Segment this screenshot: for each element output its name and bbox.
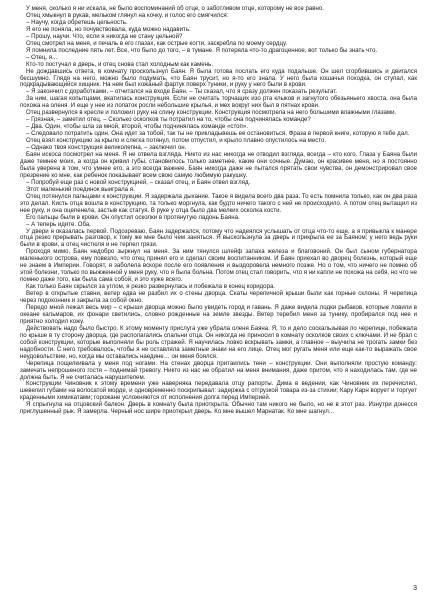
paragraph: Отец потянулся пальцами к конструкции. Я задержала дыхание. Такое я видела всего два раза. То есть помнила только, как он два раза это делал. Кисть отца вошла в конструкцию, та только моргнула, как будто ничего такого с ней не происходило. А потом отец вытащил из нее руку, и она оцепенела, застыв как статуя. В руке у отца было два мелких осколка кости. (20, 192, 417, 214)
paragraph: Отец смотрел на меня, и печаль в его глазах, как острые когти, заскребла по моему сердцу. (26, 39, 288, 47)
paragraph: Я спрыгнула на отцовский балкон. Дверь в комнату была приоткрыта. Обычно там никого не было, но не в этот раз. Изнутри донесся приглушенный рык. Я замерла. Черный нос шире приоткрыл дверь. Ко мне вышел Марнатак. Ко мне шагнул... (20, 401, 417, 416)
paragraph: Как только Баян скрылся за углом, я резко развернулась и побежала в конец коридора. (26, 283, 276, 291)
paragraph: Отец хмыкнул в рукав, мельком глянул на кочку, и голос его смягчился: (26, 11, 229, 19)
paragraph: Отец развернулся в кресле и положил руку на спину конструкции. Конструкция посмотрела на него большими влажными глазами. (26, 109, 397, 117)
page-number: 3 (413, 585, 417, 592)
paragraph: У меня, сколько я ни искала, не было воспоминаний об отце, о заботливом отце, которому не все равно. (26, 5, 324, 12)
paragraph: Передо мной лежал весь мир – с крыши дворца можно было увидеть город и гавань. Я даже видела лодки рыбаков, которые ловили в океане кальмаров, их фонари светились, словно рожденные на земле звезды. Ветер теребил меня за тунику, пробирался под нее и приятно холодил кожу. (20, 303, 417, 325)
paragraph: Баян искоса посмотрел на меня. Я не отвела взгляда. Никто из нас никогда не отводил взгляда, всегда – кто кого. Глаза у Баяна были даже темнее моих, а когда он кривил губы, становилось только заметнее, какие они сочные. Думаю, он красивее меня, но я постоянно была уверена в том, что умнее его, а это всегда важнее. Баян никогда даже не пытался прятать свои чувства, он демонстрировал свое презрение ко мне, как ребенок показывает всем свою самую любимую ракушку. (20, 151, 417, 179)
paragraph: – Следовало потратить один. Она идет за тобой, так ты не прикладывешь ее остановиться. Фраза в первой книге, которую я тебе дал. (26, 130, 410, 138)
paragraph: Действовать надо было быстро. К этому моменту прислуга уже убрала оленя Баяна. Я, то и дело соскальзывая по черепице, побежала по крыше в ту сторону дворца, где располагались спальни отца. Он никогда не приносил в комнату осколков своих с ключами. И не брал с собой конструкции, которые выполняли бы роль стражей. Я научилась ловко вскрывать замки, а главное – выучила не трогать замки без надобности. С него требовалось, чтобы я не оставляла заметные знаки на его лице. Отец мог ругать меня или еще как-то выражать свое неудовольствие, но, когда мы оставались наедине… он меня боялся. (20, 324, 417, 360)
paragraph: Его пальцы были в крови. Он опустил осколки в протянутую ладонь Баяна. (26, 213, 240, 221)
paragraph: – Грязная, – заметил отец. – Сколько осколков ты потратил на то, чтобы она подчинялась команде? (26, 116, 311, 124)
paragraph: Черепица пощелкивала у меня под ногами. На стенах дворца притаились тени – конструкции. Они выполняли простую команду: замечать непрошеного гостя – поднимай тревогу. Никто из нас не обратил на меня внимания, даже притом, что я находилась там, где не должна быть. Я не считалась нарушителем. (20, 359, 417, 381)
paragraph: – Однако твоя конструкция великолепна, – заключил он. (26, 144, 187, 152)
paragraph: – А теперь идите. Оба. (26, 220, 91, 228)
paragraph: Не дождавшись ответа, в комнату проскользнул Баян. Я была готова послать его куда подальше. Он шел сгорбившись и двигался бесшумно. Глядя на него, можно было подумать, что Баян трусит, но я-то его знала. У него была кошачья походка, он ступал, как подкрадывающийся хищник. На нем был кожаный фартук поверх туники, и руку у него были в крови. (20, 67, 417, 89)
paragraph: – Научу, когда обретешь цельность. (26, 18, 128, 26)
paragraph: Кто-то постучал в дверь, и отец снова стал холодным как камень. (26, 60, 213, 68)
paragraph: Этот маленький поединок выиграла я. (26, 185, 135, 193)
paragraph: – Два. Один, чтобы шла за мной, второй, чтобы подчинялась команде «стоп». (26, 123, 248, 131)
paragraph: Проходя мимо, Баян недобро зыркнул на меня. За ним тянулся шлейф запаха железа и благовоний. Он был сыном губернатора маленького острова, ему повезло, что отец принял его и сделал своим воспитанником. И Баян приехал во дворец болезнь, который еще не знаем в Империи. Говорят, я заболела вскоре после его появления и выздоровела немного позже. Но о том, что ничего не помню об этой болезни, только по выжженной у меня руку, что я была больна. Потом отец стал говорить, что я ни капли не похожа на себя, но что не помню даже того, как была сама собой, и это хуже всего. (20, 248, 417, 284)
paragraph: – Попробуй еще раз с новой конструкцией, – сказал отец, и Баян отвел взгляд. (26, 178, 251, 186)
paragraph: У двери я оказалась первой. Подозреваю, Баян задержался, потому что надеялся услышать от отца что-то еще, а я привыкла к манере отца резко прерывать разговор, к тому же мне было чем заняться. Я выскользнула за дверь и прикрыла ее за Баяном; у него ведь руки были в крови, а отец чистюля и не терпел грязи. (20, 227, 417, 249)
paragraph: Конструкции Чиновник к этому времени уже наверняка передавала отцу рапорты. Дима в ведении, как Чиновник их перечислял, шевелил губами на волосатой морде, и одновременно поскрипывал: задержка с отгрузкой товара из-за стихии; Кару Карн ворует и торгует краденными химикатами; горожане усложняются от исполнения долга перед Империей. (20, 380, 417, 402)
paragraph: – Я закончил с доработками, – отчитался на входе Баян. – Ты сказал, что я сразу должен показать результат. (26, 88, 338, 96)
paragraph: – Прошу, научи. Что, если я никогда не стану цельной? (26, 32, 183, 40)
paragraph: – Отец, я... (26, 53, 58, 61)
paragraph: Я его не поняла, но почувствовала, куда можно надавить: (26, 25, 191, 33)
paragraph: Я помнила последние пять лет. Все, что было до того, – в тумане. Я потеряла что-то драгоценное, вот только бы знать что. (26, 46, 378, 54)
paragraph: Отец взял конструкцию за крыло и слегка потянул, потом отпустил, и крыло плавно опустилось на место. (26, 137, 327, 145)
paragraph: Ветер в открытые ставни, ветер едва не разбил их о стены дворца. Скаты черепичной крыши были как горные склоны. Я черепица через подоконник и закрыла за собой окно. (20, 290, 417, 305)
paragraph: За ним, шагая копытцами, вкатилась конструкция. Если не считать торчащих изо рта клыков и загнутого обезьяньего хвоста, она была похожа на оленя. И еще у нее из лопаток росли небольшие крылья, и мех вокруг них был в пятнах крови. (20, 95, 417, 110)
